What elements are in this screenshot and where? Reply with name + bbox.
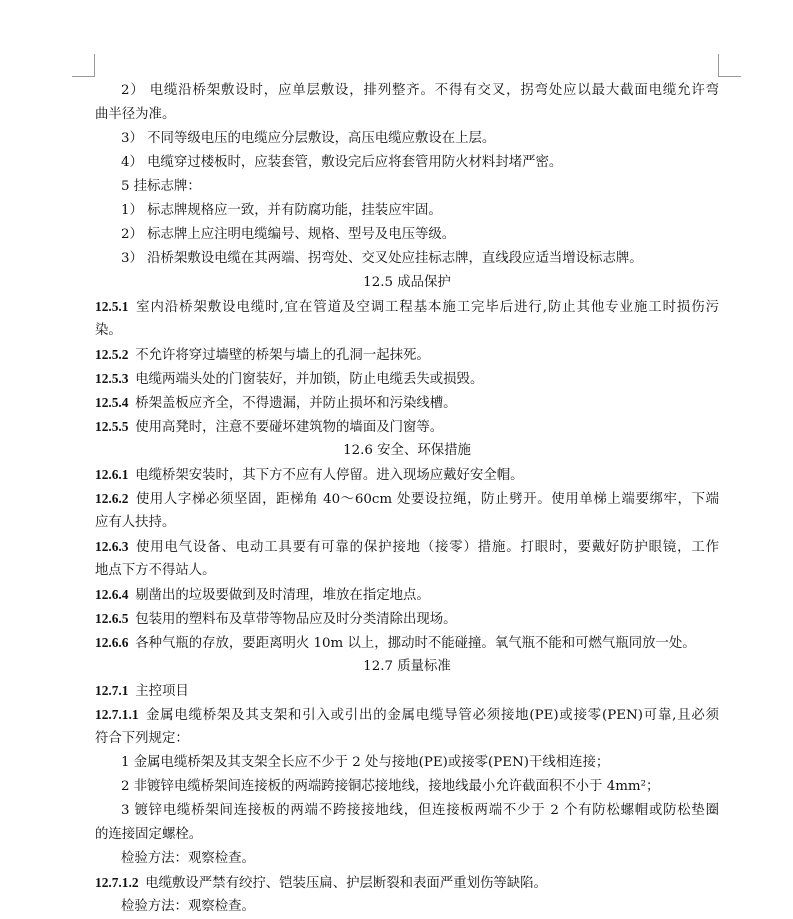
- text-line: [95, 775, 719, 799]
- line-text: 电缆敷设严禁有绞拧、铠装压扁、护层断裂和表面严重划伤等缺陷。: [145, 876, 547, 891]
- text-line: [95, 847, 719, 871]
- text-line: [95, 511, 719, 535]
- text-line: [95, 679, 719, 703]
- clause-number: 12.7.1.1: [95, 707, 139, 722]
- text-line: [95, 631, 719, 655]
- clause-number: 12.5.1: [95, 299, 129, 314]
- text-line: [95, 415, 719, 439]
- text-line: [95, 583, 719, 607]
- text-line: [95, 343, 719, 367]
- clause-number: 12.6.3: [95, 539, 129, 554]
- text-line: [95, 199, 719, 223]
- crop-mark-top-right: [718, 54, 741, 77]
- line-text: 检验方法：观察检查。: [121, 899, 255, 914]
- line-text: 3 镀锌电缆桥架间连接板的两端不跨接接地线，但连接板两端不少于 2 个有防松螺帽或防松垫圈: [121, 803, 719, 818]
- line-text: 检验方法：观察检查。: [121, 851, 255, 866]
- text-line: [95, 607, 719, 631]
- clause-number: 12.5.3: [95, 371, 129, 386]
- line-text: 使用人字梯必须坚固，距梯角 40～60cm 处要设拉绳，防止劈开。使用单梯上端要绑牢，下端: [135, 492, 719, 507]
- line-text: 电缆两端头处的门窗装好，并加锁，防止电缆丢失或损毁。: [135, 372, 484, 387]
- line-text: 符合下列规定：: [95, 731, 189, 746]
- line-text: 2） 电缆沿桥架敷设时，应单层敷设，排列整齐。不得有交叉，拐弯处应以最大截面电缆允许弯: [121, 83, 719, 98]
- text-line: [95, 823, 719, 847]
- text-line: [95, 535, 719, 559]
- text-line: [95, 895, 719, 919]
- text-line: [95, 487, 719, 511]
- text-line: [95, 703, 719, 727]
- text-line: [95, 799, 719, 823]
- line-text: 各种气瓶的存放，要距离明火 10m 以上，挪动时不能碰撞。氧气瓶不能和可燃气瓶同放一处。: [135, 636, 696, 651]
- line-text: 应有人扶持。: [95, 515, 176, 530]
- line-text: 使用高凳时，注意不要碰坏建筑物的墙面及门窗等。: [135, 420, 444, 435]
- line-text: 12.7 质量标准: [363, 659, 451, 674]
- line-text: 电缆桥架安装时，其下方不应有人停留。进入现场应戴好安全帽。: [135, 468, 524, 483]
- clause-number: 12.7.1: [95, 683, 129, 698]
- clause-number: 12.6.1: [95, 467, 129, 482]
- text-line: [95, 175, 719, 199]
- text-line: [95, 319, 719, 343]
- line-text: 12.6 安全、环保措施: [343, 443, 471, 458]
- line-text: 剔凿出的垃圾要做到及时清理，堆放在指定地点。: [135, 588, 430, 603]
- text-line: [95, 391, 719, 415]
- text-line: [95, 247, 719, 271]
- text-line: [95, 127, 719, 151]
- line-text: 3） 不同等级电压的电缆应分层敷设，高压电缆应敷设在上层。: [121, 131, 496, 146]
- text-line: [95, 463, 719, 487]
- text-line: [95, 871, 719, 895]
- line-text: 1） 标志牌规格应一致，并有防腐功能，挂装应牢固。: [121, 203, 442, 218]
- clause-number: 12.5.4: [95, 395, 129, 410]
- line-text: 室内沿桥架敷设电缆时,宜在管道及空调工程基本施工完毕后进行,防止其他专业施工时损伤污: [135, 300, 719, 315]
- line-text: 5 挂标志牌：: [121, 179, 201, 194]
- text-line: [95, 103, 719, 127]
- clause-number: 12.6.6: [95, 635, 129, 650]
- line-text: 地点下方不得站人。: [95, 563, 216, 578]
- clause-number: 12.6.2: [95, 491, 129, 506]
- text-line: [95, 559, 719, 583]
- text-line: [95, 751, 719, 775]
- line-text: 不允许将穿过墙壁的桥架与墙上的孔洞一起抹死。: [135, 348, 430, 363]
- line-text: 包装用的塑料布及草带等物品应及时分类清除出现场。: [135, 612, 457, 627]
- text-line: [95, 79, 719, 103]
- line-text: 3） 沿桥架敷设电缆在其两端、拐弯处、交叉处应挂标志牌，直线段应适当增设标志牌。: [121, 251, 643, 266]
- line-text: 曲半径为准。: [95, 107, 176, 122]
- line-text: 主控项目: [135, 684, 189, 699]
- line-text: 4） 电缆穿过楼板时，应装套管，敷设完后应将套管用防火材料封堵严密。: [121, 155, 563, 170]
- clause-number: 12.6.4: [95, 587, 129, 602]
- text-line: [95, 223, 719, 247]
- clause-number: 12.5.5: [95, 419, 129, 434]
- text-line: [95, 151, 719, 175]
- clause-number: 12.6.5: [95, 611, 129, 626]
- line-text: 桥架盖板应齐全，不得遗漏，并防止损坏和污染线槽。: [135, 396, 457, 411]
- text-line: [95, 727, 719, 751]
- clause-number: 12.7.1.2: [95, 875, 139, 890]
- document-body: [95, 79, 719, 919]
- line-text: 12.5 成品保护: [363, 275, 451, 290]
- line-text: 2 非镀锌电缆桥架间连接板的两端跨接铜芯接地线，接地线最小允许截面积不小于 4mm²；: [121, 779, 660, 794]
- line-text: 的连接固定螺栓。: [95, 827, 203, 842]
- section-heading: [95, 655, 719, 679]
- line-text: 金属电缆桥架及其支架和引入或引出的金属电缆导管必须接地(PE)或接零(PEN)可靠,且必须: [145, 708, 719, 723]
- crop-mark-top-left: [72, 54, 95, 77]
- section-heading: [95, 439, 719, 463]
- line-text: 1 金属电缆桥架及其支架全长应不少于 2 处与接地(PE)或接零(PEN)干线相连接；: [121, 755, 610, 770]
- text-line: [95, 295, 719, 319]
- line-text: 2） 标志牌上应注明电缆编号、规格、型号及电压等级。: [121, 227, 456, 242]
- text-line: [95, 367, 719, 391]
- line-text: 使用电气设备、电动工具要有可靠的保护接地（接零）措施。打眼时，要戴好防护眼镜，工作: [135, 540, 719, 555]
- line-text: 染。: [95, 323, 122, 338]
- clause-number: 12.5.2: [95, 347, 129, 362]
- section-heading: [95, 271, 719, 295]
